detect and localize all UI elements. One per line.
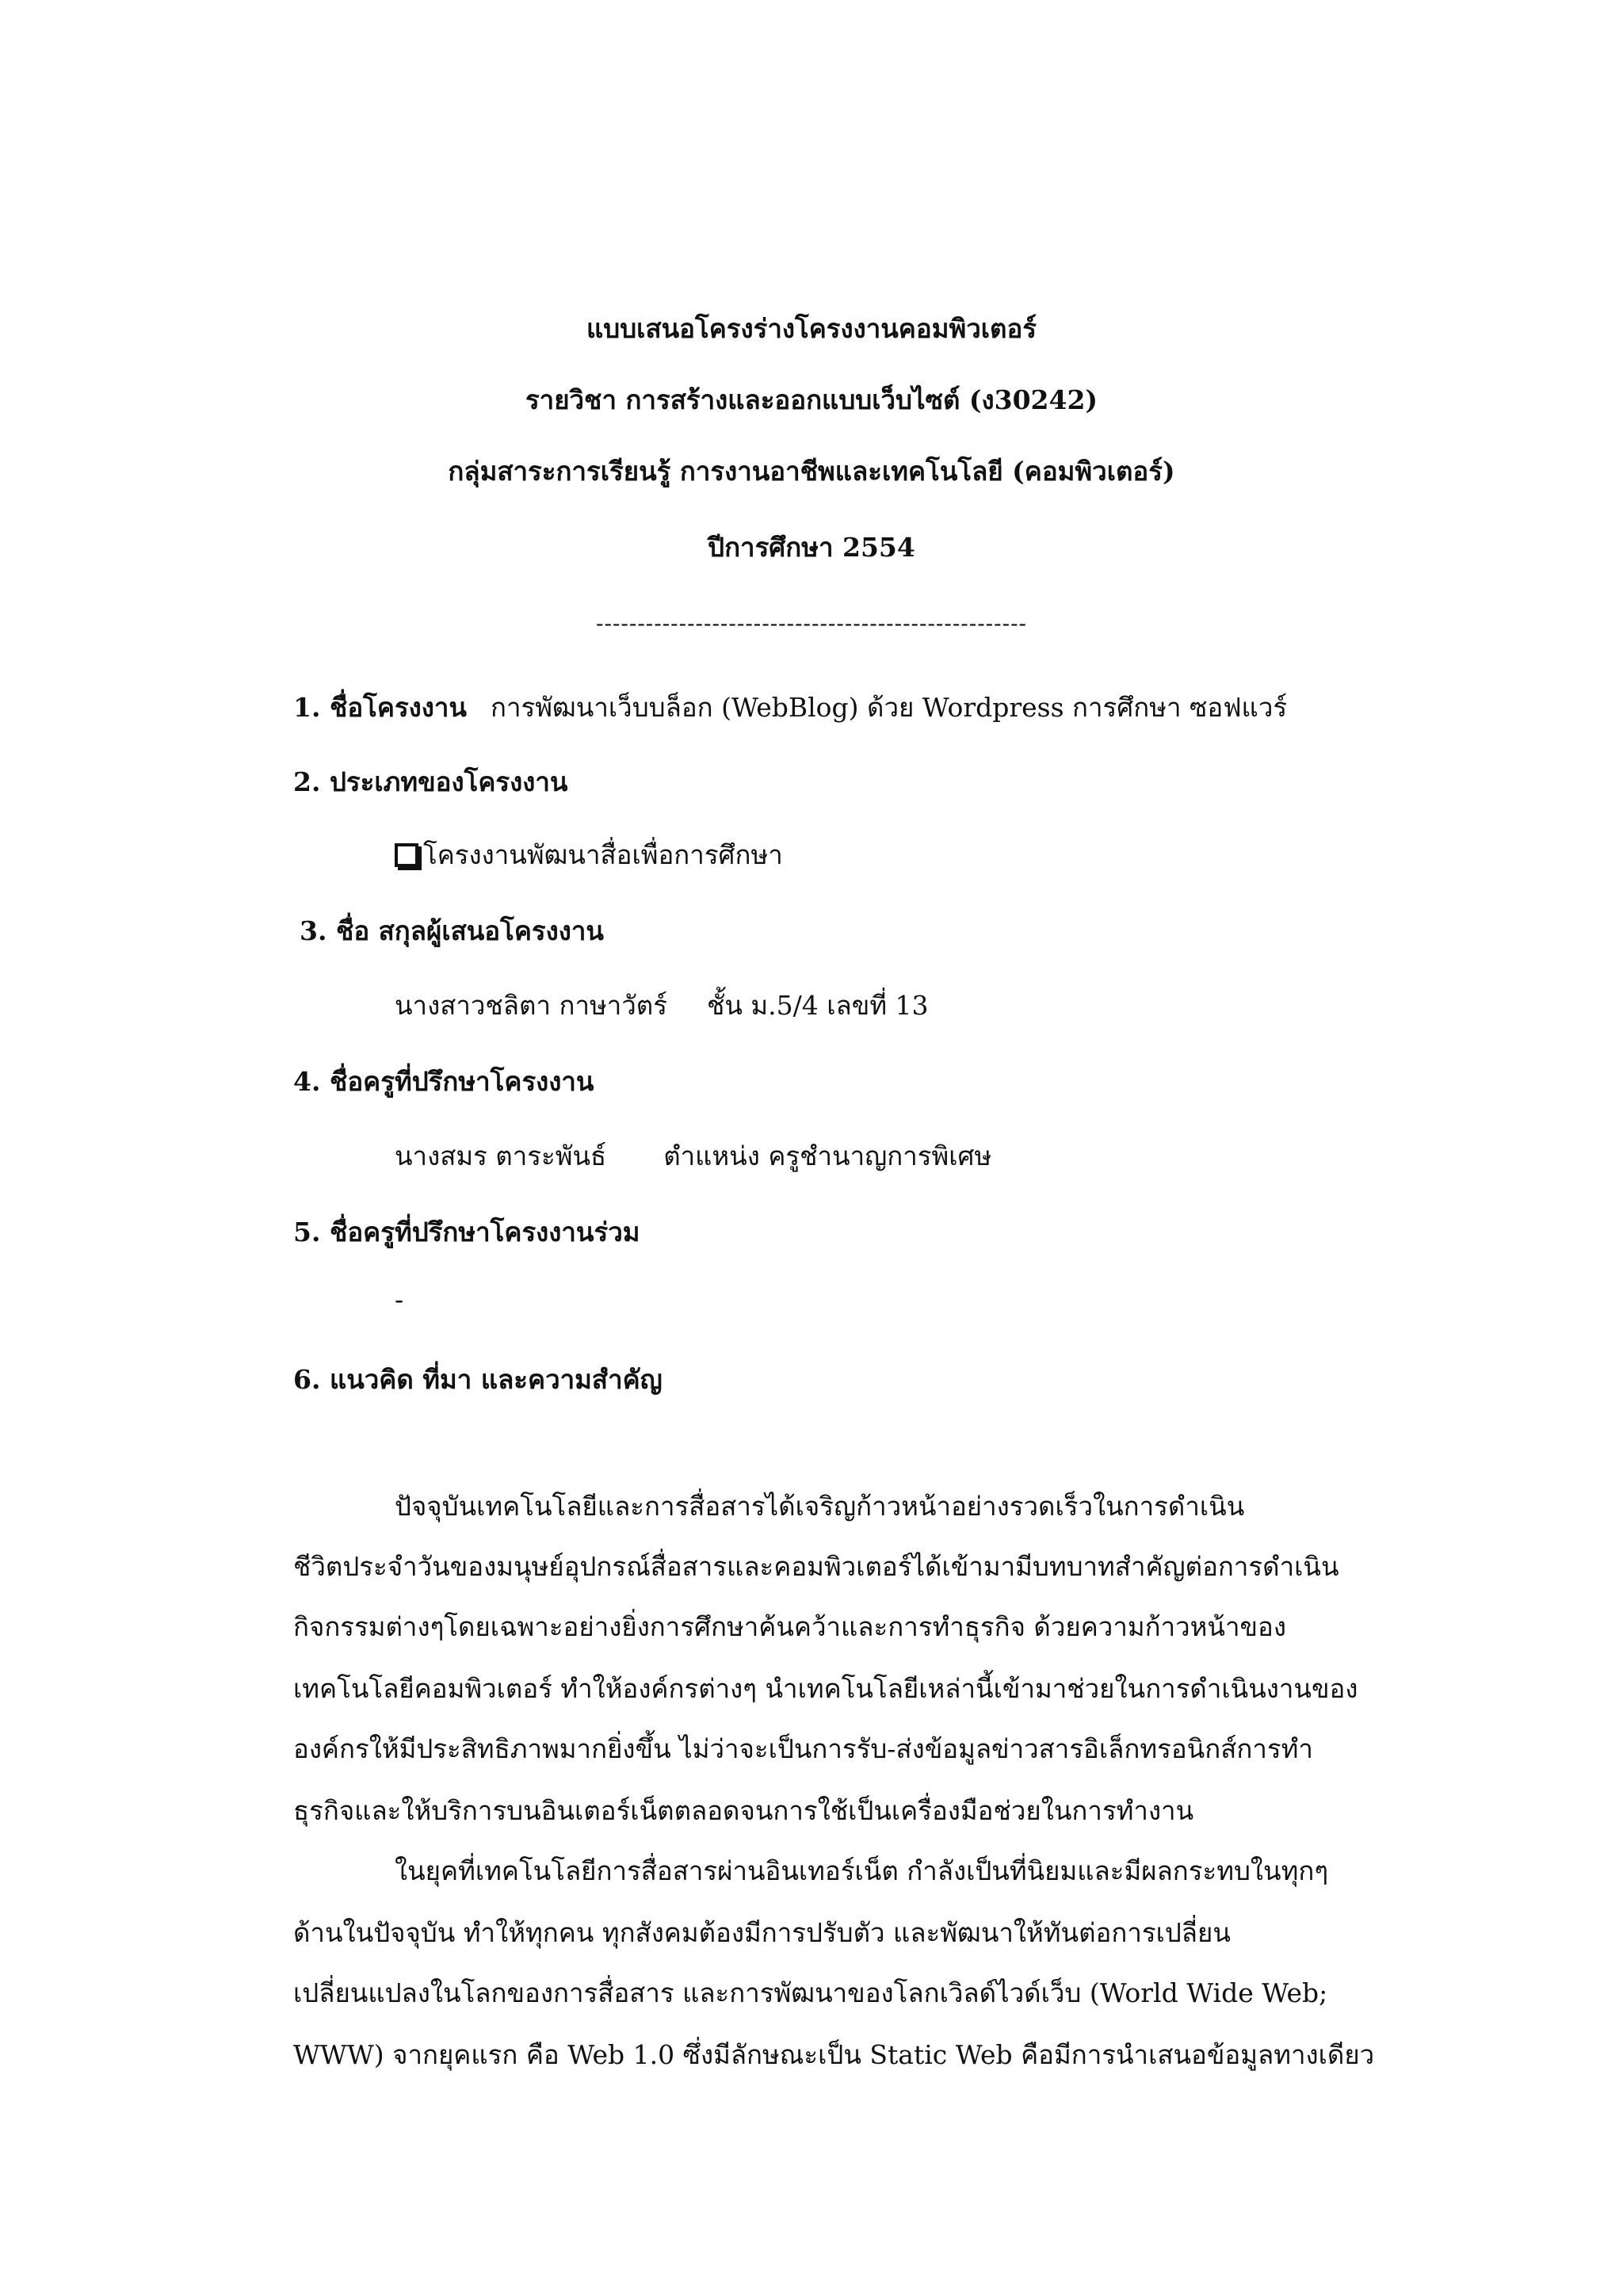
checkbox-icon xyxy=(395,843,418,867)
paragraph-line: ชีวิตประจำวันของมนุษย์อุปกรณ์สื่อสารและคอมพิวเตอร์ได้เข้ามามีบทบาทสำคัญต่อการดำเนิน xyxy=(293,1551,1339,1582)
section-project-name xyxy=(293,686,1287,728)
section-advisor: 4. ชื่อครูที่ปรึกษาโครงงาน xyxy=(293,1066,594,1097)
paragraph-line: WWW) จากยุคแรก คือ Web 1.0 ซึ่งมีลักษณะเป็น Static Web คือมีการนำเสนอข้อมูลทางเดียว xyxy=(293,2039,1375,2070)
section-co-advisor: 5. ชื่อครูที่ปรึกษาโครงงานร่วม xyxy=(293,1217,640,1247)
advisor-position: ตำแหน่ง ครูชำนาญการพิเศษ xyxy=(663,1140,992,1171)
paragraph-line: เปลี่ยนแปลงในโลกของการสื่อสาร และการพัฒนาของโลกเวิลด์ไวด์เว็บ (World Wide Web; xyxy=(293,1977,1328,2008)
paragraph-line: กิจกรรมต่างๆโดยเฉพาะอย่างยิ่งการศึกษาค้นคว้าและการทำธุรกิจ ด้วยความก้าวหน้าของ xyxy=(293,1611,1286,1642)
course-name: รายวิชา การสร้างและออกแบบเว็บไซต์ (ง30242) xyxy=(525,384,1098,415)
learning-group: กลุ่มสาระการเรียนรู้ การงานอาชีพและเทคโนโลยี (คอมพิวเตอร์) xyxy=(448,456,1175,487)
section-project-type: 2. ประเภทของโครงงาน xyxy=(293,766,568,797)
document-title: แบบเสนอโครงร่างโครงงานคอมพิวเตอร์ xyxy=(586,313,1037,344)
paragraph-line: เทคโนโลยีคอมพิวเตอร์ ทำให้องค์กรต่างๆ นำเทคโนโลยีเหล่านี้เข้ามาช่วยในการดำเนินงานของ xyxy=(293,1673,1358,1704)
divider-line: ---------------------------------------------------- xyxy=(596,610,1027,636)
academic-year: ปีการศึกษา 2554 xyxy=(708,532,915,563)
advisor-info xyxy=(395,1135,991,1177)
proposer-info xyxy=(395,984,929,1026)
section-label: 1. ชื่อโครงงาน xyxy=(293,692,467,723)
paragraph-line: ด้านในปัจจุบัน ทำให้ทุกคน ทุกสังคมต้องมีการปรับตัว และพัฒนาให้ทันต่อการเปลี่ยน xyxy=(293,1917,1231,1948)
proposer-class: ชั้น ม.5/4 เลขที่ 13 xyxy=(706,990,929,1021)
advisor-name: นางสมร ตาระพันธ์ xyxy=(395,1140,607,1171)
co-advisor-value: - xyxy=(395,1284,404,1315)
paragraph-line: ในยุคที่เทคโนโลยีการสื่อสารผ่านอินเทอร์เน็ต กำลังเป็นที่นิยมและมีผลกระทบในทุกๆ xyxy=(395,1855,1329,1886)
paragraph-line: องค์กรให้มีประสิทธิภาพมากยิ่งขึ้น ไม่ว่าจะเป็นการรับ-ส่งข้อมูลข่าวสารอิเล็กทรอนิกส์การทำ xyxy=(293,1733,1313,1764)
paragraph-line: ปัจจุบันเทคโนโลยีและการสื่อสารได้เจริญก้าวหน้าอย่างรวดเร็วในการดำเนิน xyxy=(395,1491,1245,1522)
proposer-name: นางสาวชลิตา กาษาวัตร์ xyxy=(395,990,667,1021)
section-proposer: 3. ชื่อ สกุลผู้เสนอโครงงาน xyxy=(300,915,604,946)
project-name-value: การพัฒนาเว็บบล็อก (WebBlog) ด้วย Wordpress การศึกษา ซอฟแวร์ xyxy=(491,692,1288,723)
project-type-item xyxy=(395,834,783,876)
project-type-label: โครงงานพัฒนาสื่อเพื่อการศึกษา xyxy=(423,839,783,870)
section-rationale: 6. แนวคิด ที่มา และความสำคัญ xyxy=(293,1364,663,1395)
paragraph-line: ธุรกิจและให้บริการบนอินเตอร์เน็ตตลอดจนการใช้เป็นเครื่องมือช่วยในการทำงาน xyxy=(293,1795,1194,1826)
